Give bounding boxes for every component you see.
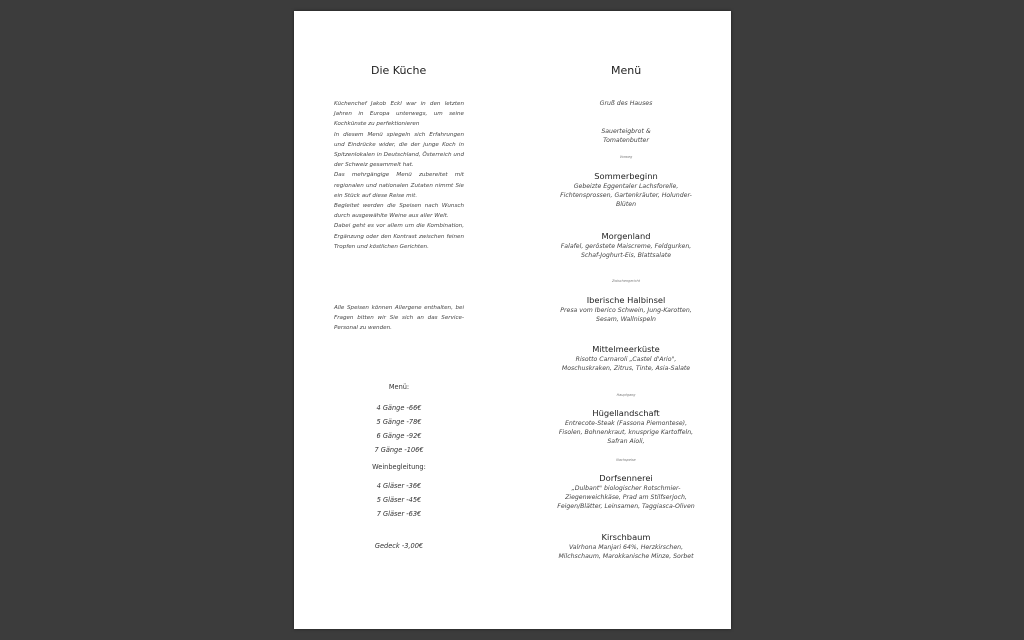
- course-item: [556, 171, 696, 210]
- course-description: Falafel, geröstete Maiscreme, Feldgurken, Schaf-Joghurt-Eis, Blattsalate: [560, 243, 692, 260]
- course-item: [556, 344, 696, 373]
- course-name: Iberische Halbinsel: [586, 295, 666, 305]
- course-item: [556, 408, 696, 447]
- section-label-vorweg: Vorweg: [619, 155, 633, 159]
- course-name: Kirschbaum: [601, 532, 651, 542]
- course-description: Entrecote-Steak (Fassona Piemontese), Fisolen, Bohnenkraut, knusprige Kartoffeln, Safran Aioli,: [558, 420, 694, 446]
- course-item: [556, 532, 696, 561]
- intro-paragraph: Dabei geht es vor allem um die Kombination, Ergänzung oder den Kontrast zwischen feinen Tropfen und köstlichen Gerichten.: [334, 223, 464, 250]
- menu-price-label: Menü:: [388, 383, 410, 391]
- wine-price-item: 7 Gläser -63€: [376, 510, 422, 518]
- course-item: [556, 295, 696, 324]
- menu-price-item: 7 Gänge -106€: [374, 446, 424, 454]
- menu-price-item: 6 Gänge -92€: [376, 432, 422, 440]
- greeting-course: Gruß des Hauses: [599, 100, 653, 107]
- kitchen-intro: [334, 99, 464, 252]
- course-name: Sommerbeginn: [594, 171, 658, 181]
- course-item: [556, 473, 696, 512]
- section-label-nachspeise: Nachspeise: [616, 458, 636, 462]
- course-description: Presa vom Iberico Schwein, Jung-Karotten, Sesam, Wallnispeln: [560, 307, 692, 324]
- wine-price-item: 5 Gläser -45€: [376, 496, 422, 504]
- course-name: Mittelmeerküste: [592, 344, 660, 354]
- menu-price-item: 4 Gänge -66€: [376, 404, 422, 412]
- intro-paragraph: Begleitet werden die Speisen nach Wunsch durch ausgewählte Weine aus aller Welt.: [334, 203, 464, 220]
- wine-price-label: Weinbegleitung:: [372, 463, 426, 471]
- wine-price-item: 4 Gläser -36€: [376, 482, 422, 490]
- cover-charge: Gedeck -3,00€: [374, 542, 424, 550]
- course-name: Morgenland: [601, 231, 651, 241]
- left-page-title: Die Küche: [371, 64, 427, 77]
- right-page-title: Menü: [611, 64, 642, 77]
- intro-paragraph: In diesem Menü spiegeln sich Erfahrungen und Eindrücke wider, die der junge Koch in Spitzenlokalen in Deutschland, Österreich und der Schweiz gesammelt hat.: [334, 131, 464, 169]
- allergen-note: Alle Speisen können Allergene enthalten, bei Fragen bitten wir Sie sich an das Service-Personal zu wenden.: [334, 305, 464, 332]
- bread-course: Sauerteigbrot & Tomatenbutter: [601, 128, 651, 145]
- menu-price-item: 5 Gänge -78€: [376, 418, 422, 426]
- course-description: „Dulbant" biologischer Rotschmier-Ziegenweichkäse, Prad am Stilfserjoch, Feigen/Blätter, Leinsamen, Taggiasca-Oliven: [557, 485, 695, 511]
- course-name: Dorfsennerei: [599, 473, 653, 483]
- section-label-hauptgang: Hauptgang: [616, 393, 636, 397]
- document-page: [294, 11, 731, 629]
- intro-paragraph: Das mehrgängige Menü zubereitet mit regionalen und nationalen Zutaten nimmt Sie ein Stück auf diese Reise mit.: [334, 172, 464, 199]
- course-description: Valrhona Manjari 64%, Herzkirschen, Milchschaum, Marokkanische Minze, Sorbet: [558, 544, 694, 561]
- course-description: Gebeizte Eggentaler Lachsforelle, Fichtensprossen, Gartenkräuter, Holunder-Blüten: [560, 183, 692, 209]
- course-item: [556, 231, 696, 260]
- course-description: Risotto Carnaroli „Castel d'Ario", Moschuskraken, Zitrus, Tinte, Asia-Salate: [561, 356, 691, 373]
- course-name: Hügellandschaft: [592, 408, 660, 418]
- section-label-zwischengang: Zwischengericht: [612, 279, 640, 283]
- intro-paragraph: Küchenchef Jakob Eckl war in den letzten Jahren in Europa unterwegs, um seine Kochkünste zu perfektionieren: [334, 101, 464, 128]
